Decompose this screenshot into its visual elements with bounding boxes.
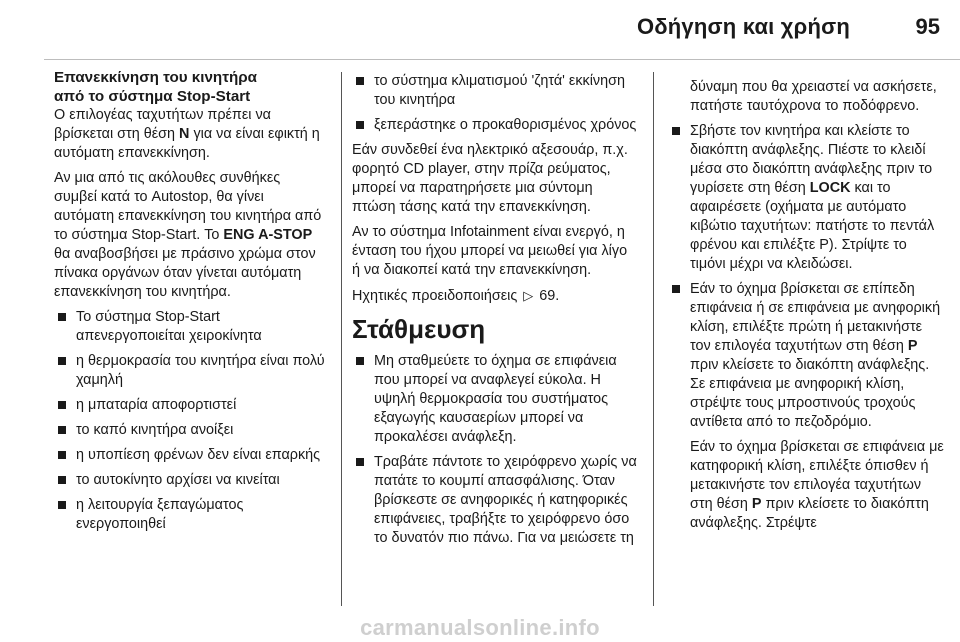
text: Εάν το όχημα βρίσκεται σε επιφάνεια με κατηφορική κλίση, επιλέξτε όπισθεν ή μετακινήστε τον επιλογέα ταχυτήτων στη θέση [690, 439, 944, 512]
page-header [0, 0, 960, 60]
list-item-text: Μη σταθμεύετε το όχημα σε επιφάνεια που μπορεί να αναφλεγεί εύκολα. Η υψηλή θερμοκρασία του συστήματος εξαγωγής καυσαερίων μπορεί να προκαλέσει ανάφλεξη. [374, 353, 617, 445]
column-divider-1 [341, 72, 342, 606]
page-title: Οδήγηση και χρήση [636, 14, 850, 39]
text: πριν κλείσετε το διακόπτη ανάφλεξης. Στρέψτε [690, 496, 929, 531]
list-item [668, 280, 946, 533]
bullet-icon [356, 458, 364, 466]
watermark: carmanualsonline.info [360, 615, 600, 640]
sub-paragraph [690, 438, 946, 533]
section-heading-restart [54, 68, 326, 106]
paragraph-warnings [352, 286, 637, 306]
list-item-text: η λειτουργία ξεπαγώματος ενεργοποιηθεί [76, 497, 244, 532]
paragraph-conditions [54, 169, 326, 302]
list-item [54, 496, 326, 534]
list-item [54, 446, 326, 465]
list-item [54, 308, 326, 346]
list-item [54, 421, 326, 440]
bold-text: P [751, 496, 762, 512]
column-3 [668, 78, 946, 539]
list-item-text: η μπαταρία αποφορτιστεί [76, 397, 237, 413]
parking-list-continued [668, 122, 946, 533]
list-item [54, 352, 326, 390]
list-item-text: η υποπίεση φρένων δεν είναι επαρκής [76, 447, 321, 463]
paragraph-accessory: Εάν συνδεθεί ένα ηλεκτρικό αξεσουάρ, π.χ. φορητό CD player, στην πρίζα ρεύματος, μπορεί να παρατηρήσετε μια σύντομη πτώση τάσης κατά την επανεκκίνηση. [352, 142, 628, 215]
column-1 [54, 68, 326, 540]
bold-text: N [179, 126, 190, 142]
text: θα αναβοσβήσει με πράσινο χρώμα στον πίνακα οργάνων όταν γίνεται αυτόματη επανεκκίνηση του κινητήρα. [54, 246, 316, 300]
text: Ο επιλογέας ταχυτήτων πρέπει να βρίσκεται στη θέση [54, 107, 271, 142]
list-item-text: η θερμοκρασία του κινητήρα είναι πολύ χαμηλή [76, 353, 325, 388]
bullet-icon [58, 357, 66, 365]
header-divider [44, 59, 960, 60]
list-item [352, 72, 637, 110]
list-item [54, 471, 326, 490]
bold-text: ENG A-STOP [223, 227, 313, 243]
bullet-icon [58, 501, 66, 509]
bold-text: LOCK [809, 180, 851, 196]
bullet-icon [356, 121, 364, 129]
text: Σβήστε τον κινητήρα και κλείστε το διακόπτη ανάφλεξης. Πιέστε το κλειδί μέσα στο διακόπτη ανάφλεξης πριν το γυρίσετε στη θέση [690, 123, 933, 196]
bullet-icon [672, 285, 680, 293]
page-number: 95 [915, 14, 940, 39]
bullet-icon [58, 313, 66, 321]
list-item [54, 396, 326, 415]
parking-list [352, 352, 637, 548]
conditions-list-continued [352, 72, 637, 135]
list-item [352, 116, 637, 135]
list-item-text: το σύστημα κλιματισμού 'ζητά' εκκίνηση του κινητήρα [374, 73, 626, 108]
bullet-icon [58, 401, 66, 409]
text: Αν μια από τις ακόλουθες συνθήκες συμβεί κατά το Autostop, θα γίνει αυτόματη επανεκκίνηση του κινητήρα από το σύστημα Stop-Start. Το [54, 170, 322, 243]
bold-text: P [907, 338, 918, 354]
page-reference-icon: ▷ [523, 288, 534, 303]
text: και το αφαιρέσετε (οχήματα με αυτόματο κιβώτιο ταχυτήτων: πατήστε το πεντάλ φρένου και επιλέξτε P). Στρίψτε το τιμόνι μέχρι να κλειδώσει. [690, 180, 935, 272]
heading-line-1: Επανεκκίνηση του κινητήρα [54, 69, 257, 86]
bullet-icon [672, 127, 680, 135]
list-item [668, 122, 946, 274]
list-item-text: το αυτοκίνητο αρχίσει να κινείται [76, 472, 280, 488]
conditions-list [54, 308, 326, 534]
section-heading-parking: Στάθμευση [352, 314, 486, 344]
list-item-text: το καπό κινητήρα ανοίξει [76, 422, 234, 438]
bullet-icon [58, 451, 66, 459]
text: Ηχητικές προειδοποιήσεις [352, 288, 518, 304]
text: Εάν το όχημα βρίσκεται σε επίπεδη επιφάνεια ή σε επιφάνεια με ανηφορική κλίση, επιλέξτε πρώτη ή μετακινήστε τον επιλογέα ταχυτήτων στη θέση [690, 281, 941, 354]
column-divider-2 [653, 72, 654, 606]
bullet-icon [356, 357, 364, 365]
heading-line-2: από το σύστημα Stop-Start [54, 88, 251, 105]
paragraph-selector [54, 106, 326, 163]
continued-text: δύναμη που θα χρειαστεί να ασκήσετε, πατήστε ταυτόχρονα το ποδόφρενο. [690, 79, 937, 114]
list-item [352, 352, 637, 447]
text: πριν κλείσετε το διακόπτη ανάφλεξης. Σε επιφάνεια με ανηφορική κλίση, στρέψτε τους μπροστινούς τροχούς αντίθετα από το πεζοδρόμιο. [690, 357, 930, 430]
page-reference-link[interactable]: 69. [539, 288, 560, 304]
list-item-text: ξεπεράστηκε ο προκαθορισμένος χρόνος [374, 117, 637, 133]
list-item-text: Το σύστημα Stop-Start απενεργοποιείται χειροκίνητα [76, 309, 262, 344]
list-item-text: Τραβάτε πάντοτε το χειρόφρενο χωρίς να πατάτε το κουμπί απασφάλισης. Όταν βρίσκεστε σε ανηφορικές ή κατηφορικές επιφάνειες, τραβήξτε το χειρόφρενο όσο το δυνατόν πιο πάνω. Για να μειώσετε τη [374, 454, 637, 546]
text: για να είναι εφικτή η αυτόματη επανεκκίνηση. [54, 126, 320, 161]
column-2 [352, 72, 637, 554]
bullet-icon [58, 476, 66, 484]
paragraph-infotainment: Αν το σύστημα Infotainment είναι ενεργό, η ένταση του ήχου μπορεί να μειωθεί για λίγο ή να διακοπεί κατά την επανεκκίνηση. [352, 224, 628, 278]
list-item [352, 453, 637, 548]
bullet-icon [58, 426, 66, 434]
bullet-icon [356, 77, 364, 85]
